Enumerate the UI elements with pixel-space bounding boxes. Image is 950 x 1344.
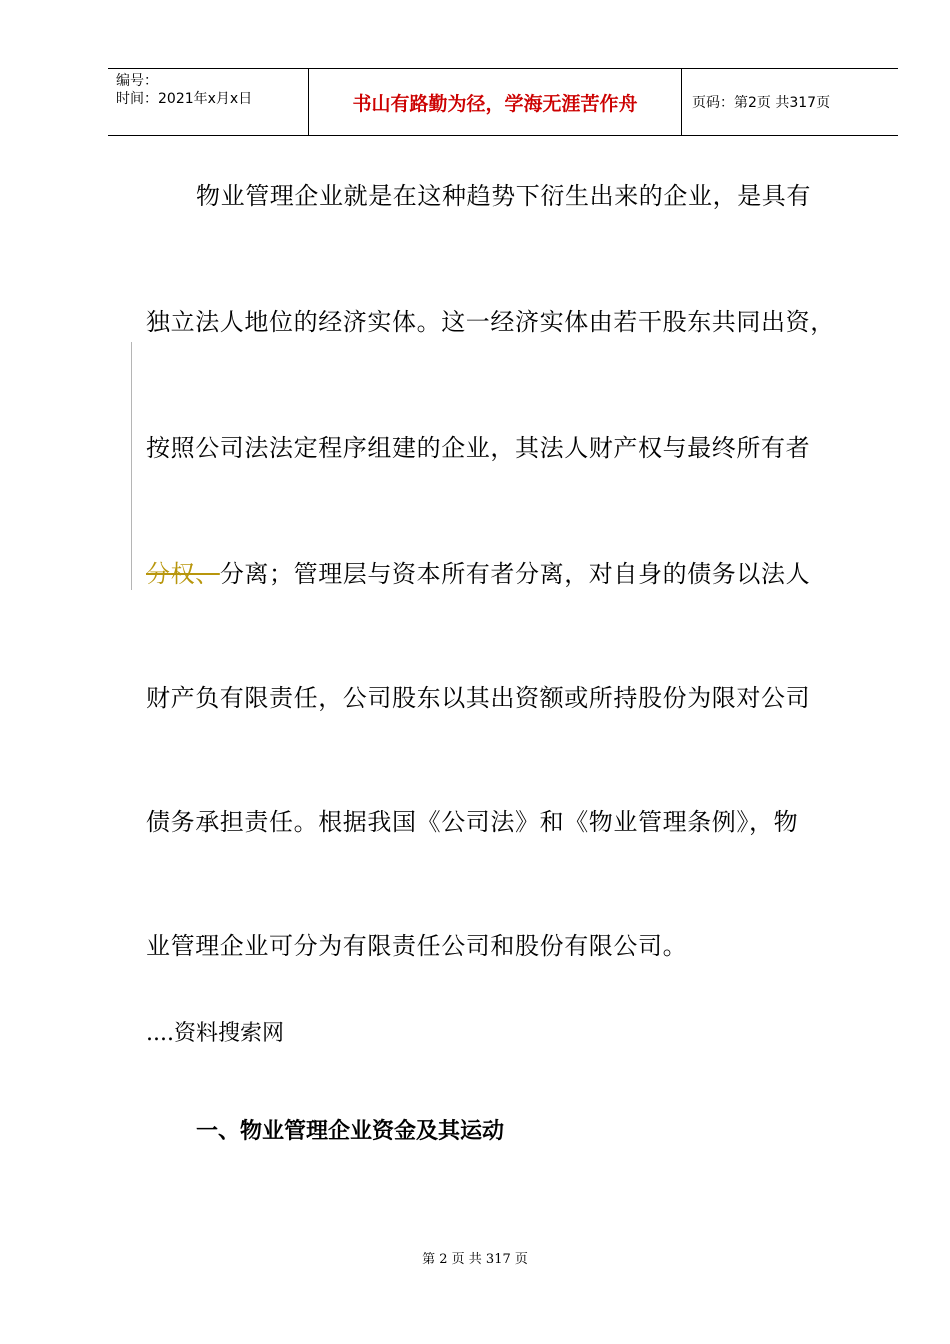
source-note: ....资料搜索网 (146, 1021, 284, 1046)
document-header (108, 68, 898, 136)
header-motto: 书山有路勤为径，学海无涯苦作舟 (309, 69, 682, 135)
body-line-7: 业管理企业可分为有限责任公司和股份有限公司。 (146, 932, 688, 960)
body-line-5: 财产负有限责任，公司股东以其出资额或所持股份为限对公司 (146, 684, 811, 712)
header-meta-cell (108, 69, 309, 135)
body-line-4 (146, 554, 810, 589)
body-line-2: 独立法人地位的经济实体。这一经济实体由若干股东共同出资， (146, 308, 835, 336)
body-line-3: 按照公司法法定程序组建的企业，其法人财产权与最终所有者 (146, 434, 811, 462)
body-line-6: 债务承担责任。根据我国《公司法》和《物业管理条例》，物 (146, 808, 799, 836)
body-line-4-text: 分离；管理层与资本所有者分离，对自身的债务以法人 (219, 560, 811, 588)
page-footer: 第 2 页 共 317 页 (422, 1252, 528, 1267)
change-bar (131, 342, 132, 590)
document-number-label: 编号： (116, 73, 158, 89)
document-time-label: 时间：2021年x月x日 (116, 91, 253, 107)
body-line-1: 物业管理企业就是在这种趋势下衍生出来的企业，是具有 (196, 182, 811, 210)
header-page-info: 页码：第2页 共317页 (692, 95, 831, 111)
tracked-deletion: 分权、 (146, 560, 220, 588)
section-heading: 一、物业管理企业资金及其运动 (196, 1119, 505, 1144)
